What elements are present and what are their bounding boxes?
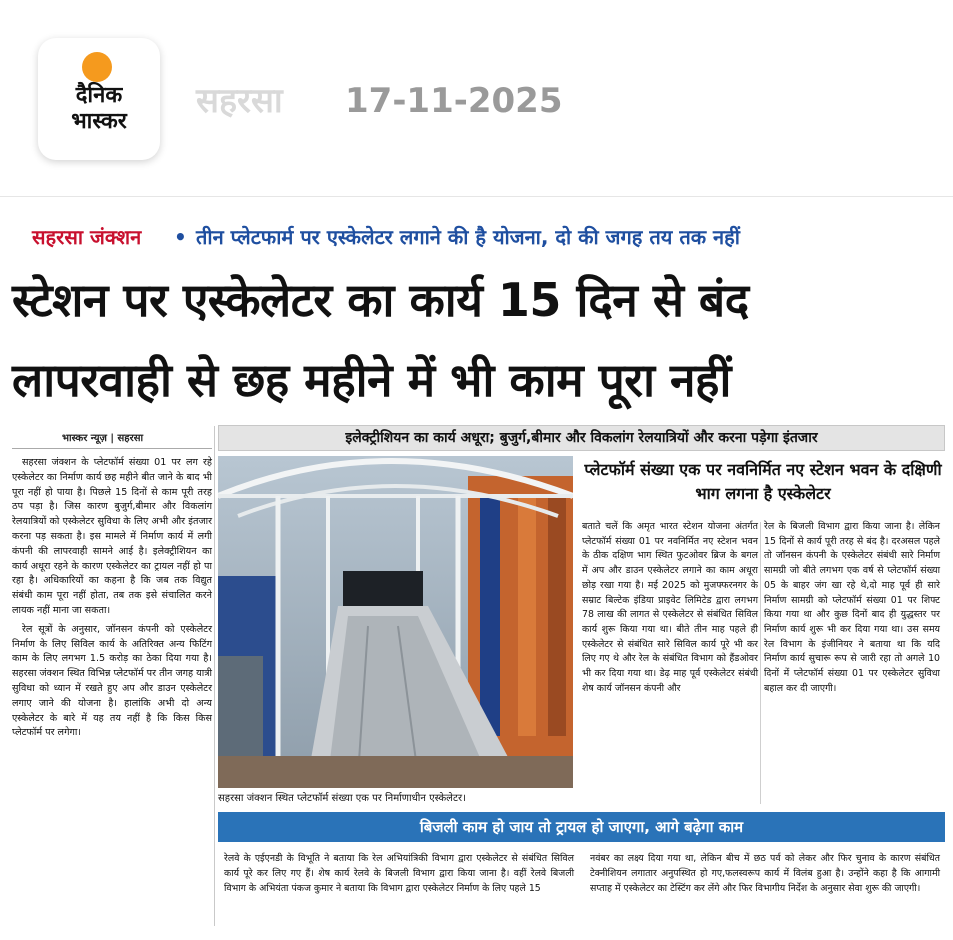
kicker-bullet: • — [174, 225, 187, 249]
kicker-section: सहरसा जंक्शन — [32, 225, 142, 249]
logo-text-line2: भास्कर — [71, 109, 127, 134]
story-column-1: बताते चलें कि अमृत भारत स्टेशन योजना अंतर्गत प्लेटफॉर्म संख्या 01 पर नवनिर्मित नए स्टेशन भवन के ठीक दक्षिण भाग स्थित फुटओवर ब्रिज के बगल में अप और डाउन एस्केलेटर लगाने का काम अधूरा छोड़ रखा गया है। मई 2025 को मुजफ्फरनगर के सम्राट बिल्टेक इंडिया प्राइवेट लिमिटेड द्वारा लगभग 78 लाख की लागत से एस्केलेटर से संबंधित सिविल कार्य शुरू किया गया था। बीते तीन माह पहले ही एस्केलेटर से संबंधित सारे सिविल कार्य पूरे भी कर लिए गए थे और रेल के संबंधित विभाग को हैंडओवर भी कर दिया गया था। डेढ़ माह पूर्व एस्केलेटर संबंधी शेष कार्य जॉनसन कंपनी और — [582, 521, 758, 694]
bottom-column-1: रेलवे के एईएनडी के विभूति ने बताया कि रेल अभियांत्रिकी विभाग द्वारा एस्केलेटर से संबंधित सिविल कार्य पूरे कर लिए गए हैं। शेष कार्य रेलवे के बिजली विभाग द्वारा किया जाना है। वहीं रेलवे बिजली विभाग के अभियंता पंकज कुमार ने बताया कि विभाग द्वारा एस्केलेटर निर्माण के लिए पहले 15 — [224, 853, 574, 894]
bottom-column-2: नवंबर का लक्ष्य दिया गया था, लेकिन बीच में छठ पर्व को लेकर और फिर चुनाव के कारण संबंधित टेक्नीशियन लगातार अनुपस्थित हो गए,फलस्वरूप कार्य में विलंब हुआ है। उन्होंने कहा है कि आगामी सप्ताह में एस्केलेटर का टेस्टिंग कर लेंगे और फिर विभागीय निर्देश के अनुसार सेवा शुरू की जाएगी। — [590, 853, 940, 894]
edition-date: 17-11-2025 — [345, 81, 563, 121]
section-banner-blue: बिजली काम हो जाय तो ट्रायल हो जाएगा, आगे बढ़ेगा काम — [218, 812, 945, 842]
left-paragraph-2: रेल सूत्रों के अनुसार, जॉनसन कंपनी को एस्केलेटर निर्माण के लिए सिविल कार्य के अतिरिक्त अन्य फिटिंग काम के लिए लगभग 1.5 करोड़ का ठेका दिया गया है। सहरसा जंक्शन स्थित विभिन्न प्लेटफॉर्म पर तीन जगह यात्री सुविधा को ध्यान में रखते हुए अप और डाउन एस्केलेटर लगाए जाने की योजना है। हालांकि अभी दो अन्य एस्केलेटर के बारे में यह तय नहीं है कि किस किस प्लेटफॉर्म पर लगेगा। — [12, 623, 212, 739]
byline: भास्कर न्यूज़ | सहरसा — [12, 430, 212, 449]
sub-headline: प्लेटफॉर्म संख्या एक पर नवनिर्मित नए स्टेशन भवन के दक्षिणी भाग लगना है एस्केलेटर — [584, 460, 942, 503]
logo-text-line1: दैनिक — [75, 83, 123, 108]
sun-logo-icon — [82, 52, 112, 82]
escalator-construction-photo[interactable] — [218, 456, 573, 788]
kicker-text: तीन प्लेटफार्म पर एस्केलेटर लगाने की है योजना, दो की जगह तय तक नहीं — [196, 225, 740, 249]
dainik-bhaskar-logo[interactable] — [38, 38, 160, 160]
headline-line-2: लापरवाही से छह महीने में भी काम पूरा नहीं — [12, 353, 731, 407]
column-divider-right — [760, 522, 761, 804]
edition-city: सहरसा — [196, 81, 283, 121]
left-paragraph-1: सहरसा जंक्शन के प्लेटफॉर्म संख्या 01 पर लग रहे एस्केलेटर का निर्माण कार्य छह महीने बीत जाने के बाद भी पूरा नहीं हो पाया है। पिछले 15 दिनों से काम पूरी तरह ठप पड़ा है। जिस कारण बुजुर्ग,बीमार और विकलांग रेलयात्रियों को एस्केलेटर सुविधा के लिए अभी और इंतजार करना पड़ सकता है। इस मामले में निर्माण कार्य में लगी कंपनी की लापरवाही सामने आई है। इलेक्ट्रीशियन का कार्य अधूरा रहने के कारण एस्केलेटर का ट्रायल नहीं हो पा रहा है। अधिकारियों का कहना है कि जब तक विद्युत संबंधी काम पूरा नहीं होता, तब तक इसे संचालित करने लायक नहीं माना जा सकता। — [12, 457, 212, 616]
column-divider — [214, 426, 215, 926]
photo-caption: सहरसा जंक्शन स्थित प्लेटफॉर्म संख्या एक पर निर्माणाधीन एस्केलेटर। — [218, 793, 466, 804]
left-column-body — [12, 456, 212, 745]
headline-line-1: स्टेशन पर एस्केलेटर का कार्य 15 दिन से बंद — [12, 273, 749, 327]
section-banner-gray: इलेक्ट्रीशियन का कार्य अधूरा; बुजुर्ग,बीमार और विकलांग रेलयात्रियों और करना पड़ेगा इंतजार — [218, 425, 945, 451]
header-divider — [0, 196, 953, 197]
story-column-2: रेल के बिजली विभाग द्वारा किया जाना है। लेकिन 15 दिनों से कार्य पूरी तरह से बंद है। दरअसल पहले तो जॉनसन कंपनी के एस्केलेटर संबंधी सारे निर्माण सामग्री जो बीते लगभग एक वर्ष से प्लेटफॉर्म संख्या 05 के बाहर जंग खा रहे थे,दो माह पूर्व ही सारे निर्माण सामग्री को प्लेटफॉर्म संख्या 01 पर शिफ्ट किया गया था और कुछ दिनों बाद ही युद्धस्तर पर निर्माण कार्य शुरू भी कर दिया गया था। उस समय रेल विभाग के इंजीनियर ने बताया था कि यदि निर्माण कार्य सुचारू रूप से जारी रहा तो अगले 10 दिनों में प्लेटफॉर्म संख्या 01 पर एस्केलेटर सुविधा बहाल कर दी जाएगी। — [764, 521, 940, 694]
photo-illustration — [218, 456, 573, 788]
